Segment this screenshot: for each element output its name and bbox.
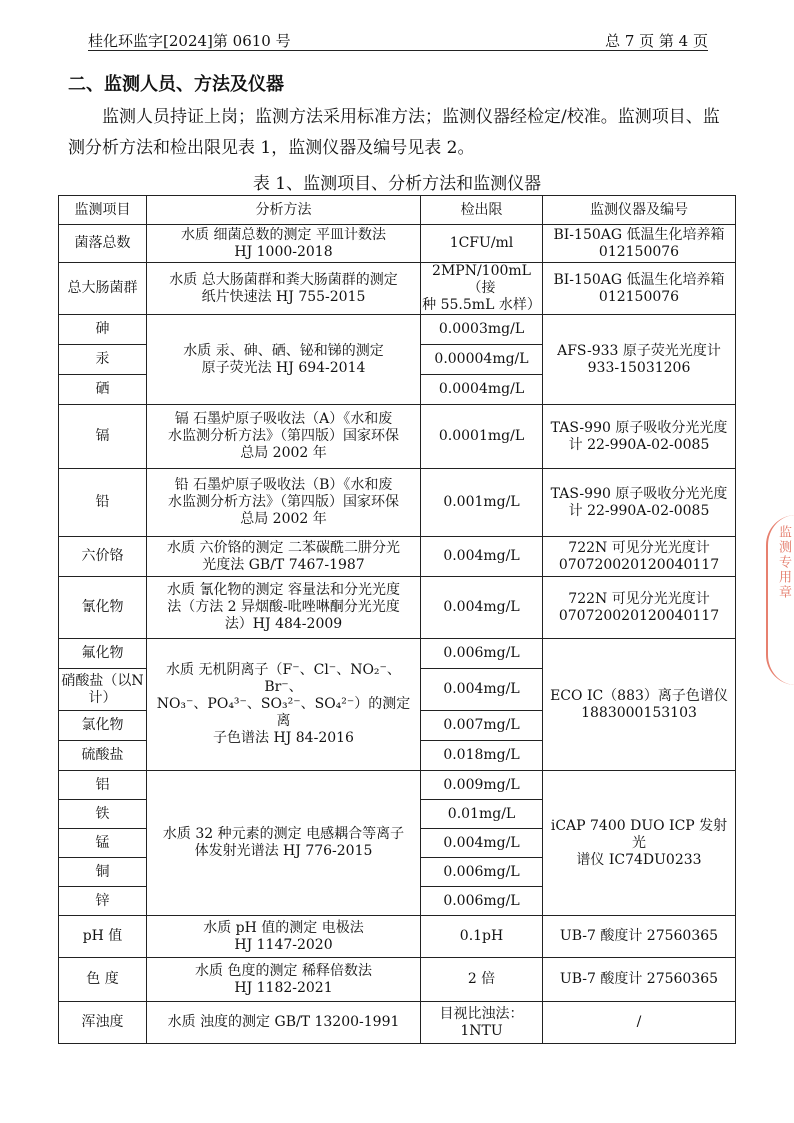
item-cell: 氯化物 (59, 711, 147, 741)
item-cell: 汞 (59, 345, 147, 375)
section-title: 二、监测人员、方法及仪器 (68, 74, 284, 95)
limit-cell: 0.006mg/L (421, 887, 543, 916)
table-row (59, 1002, 736, 1044)
item-cell: 总大肠菌群 (59, 263, 147, 315)
item-cell: 砷 (59, 315, 147, 345)
limit-cell: 0.004mg/L (421, 669, 543, 711)
page-header (88, 28, 708, 51)
limit-cell: 0.001mg/L (421, 469, 543, 537)
instrument-cell: iCAP 7400 DUO ICP 发射光 谱仪 IC74DU0233 (543, 771, 736, 916)
intro-paragraph: 监测人员持证上岗；监测方法采用标准方法；监测仪器经检定/校准。监测项目、监测分析方法和检出限见表 1，监测仪器及编号见表 2。 (68, 107, 720, 158)
instrument-cell: BI-150AG 低温生化培养箱 012150076 (543, 225, 736, 263)
limit-cell: 2MPN/100mL（接 种 55.5mL 水样） (422, 263, 541, 313)
item-cell: 铅 (59, 469, 147, 537)
method-cell: 水质 浊度的测定 GB/T 13200-1991 (147, 1002, 421, 1044)
table-header-row (59, 196, 736, 225)
table-caption: 表 1、监测项目、分析方法和监测仪器 (252, 174, 542, 194)
item-cell: 色 度 (59, 958, 147, 1002)
table-row (59, 537, 736, 577)
item-cell: 锌 (59, 887, 147, 916)
method-cell: 水质 六价铬的测定 二苯碳酰二肼分光 光度法 GB/T 7467-1987 (147, 537, 421, 577)
method-cell: 水质 细菌总数的测定 平皿计数法 HJ 1000-2018 (147, 225, 421, 263)
report-number: 桂化环监字[2024]第 0610 号 (88, 32, 291, 50)
table-row (59, 469, 736, 537)
limit-cell: 1CFU/ml (421, 225, 543, 263)
instrument-cell: ECO IC（883）离子色谱仪 1883000153103 (543, 639, 736, 771)
monitoring-table (58, 195, 736, 1044)
instrument-cell: 722N 可见分光光度计 070720020120040117 (543, 537, 736, 577)
limit-cell: 0.00004mg/L (421, 345, 543, 375)
instrument-cell: UB-7 酸度计 27560365 (543, 958, 736, 1002)
limit-cell: 0.1pH (421, 916, 543, 958)
method-cell: 水质 无机阴离子（F⁻、Cl⁻、NO₂⁻、Br⁻、 NO₃⁻、PO₄³⁻、SO₃²⁻、SO₄²⁻）的测定 离 子色谱法 HJ 84-2016 (147, 639, 421, 771)
limit-cell: 0.006mg/L (421, 858, 543, 887)
limit-cell: 0.004mg/L (421, 829, 543, 858)
instrument-cell: BI-150AG 低温生化培养箱 012150076 (543, 263, 736, 315)
method-cell: 水质 总大肠菌群和粪大肠菌群的测定 纸片快速法 HJ 755-2015 (147, 263, 421, 315)
item-cell: 铝 (59, 771, 147, 800)
table-row (59, 771, 736, 800)
method-cell: 水质 pH 值的测定 电极法 HJ 1147-2020 (147, 916, 421, 958)
method-cell: 水质 氰化物的测定 容量法和分光光度 法（方法 2 异烟酸-吡唑啉酮分光光度 法）HJ 484-2009 (147, 577, 421, 639)
limit-cell: 0.01mg/L (421, 800, 543, 829)
method-cell: 水质 32 种元素的测定 电感耦合等离子 体发射光谱法 HJ 776-2015 (147, 771, 421, 916)
col-header-item: 监测项目 (59, 196, 147, 225)
page-counter: 总 7 页 第 4 页 (605, 32, 708, 50)
col-header-limit: 检出限 (421, 196, 543, 225)
instrument-cell: TAS-990 原子吸收分光光度 计 22-990A-02-0085 (543, 405, 736, 469)
table-row (59, 225, 736, 263)
instrument-cell: UB-7 酸度计 27560365 (543, 916, 736, 958)
limit-cell: 0.0003mg/L (421, 315, 543, 345)
col-header-instrument: 监测仪器及编号 (543, 196, 736, 225)
limit-cell: 0.018mg/L (421, 741, 543, 771)
limit-cell: 0.0001mg/L (421, 405, 543, 469)
instrument-cell: / (543, 1002, 736, 1044)
item-cell: 硒 (59, 375, 147, 405)
item-cell: 镉 (59, 405, 147, 469)
limit-cell: 0.009mg/L (421, 771, 543, 800)
method-cell: 水质 汞、砷、硒、铋和锑的测定 原子荧光法 HJ 694-2014 (147, 315, 421, 405)
instrument-cell: AFS-933 原子荧光光度计 933-15031206 (543, 315, 736, 405)
table-row (59, 639, 736, 669)
table-row (59, 315, 736, 345)
limit-cell: 0.004mg/L (421, 537, 543, 577)
table-row (59, 405, 736, 469)
limit-cell: 目视比浊法： 1NTU (421, 1002, 543, 1044)
item-cell: pH 值 (59, 916, 147, 958)
item-cell: 锰 (59, 829, 147, 858)
limit-cell: 2 倍 (421, 958, 543, 1002)
item-cell: 氰化物 (59, 577, 147, 639)
item-cell: 铜 (59, 858, 147, 887)
limit-cell: 0.0004mg/L (421, 375, 543, 405)
item-cell: 菌落总数 (59, 225, 147, 263)
item-cell: 浑浊度 (59, 1002, 147, 1044)
item-cell: 硝酸盐（以N计） (59, 669, 147, 711)
method-cell: 水质 色度的测定 稀释倍数法 HJ 1182-2021 (147, 958, 421, 1002)
limit-cell: 0.004mg/L (421, 577, 543, 639)
item-cell: 硫酸盐 (59, 741, 147, 771)
col-header-method: 分析方法 (147, 196, 421, 225)
table-row (59, 916, 736, 958)
method-cell: 镉 石墨炉原子吸收法（A）《水和废 水监测分析方法》（第四版）国家环保 总局 2002 年 (147, 405, 421, 469)
item-cell: 铁 (59, 800, 147, 829)
instrument-cell: TAS-990 原子吸收分光光度 计 22-990A-02-0085 (543, 469, 736, 537)
instrument-cell: 722N 可见分光光度计 070720020120040117 (543, 577, 736, 639)
seal-stamp-text: 监测专用章 (776, 525, 791, 600)
limit-cell: 0.006mg/L (421, 639, 543, 669)
limit-cell: 0.007mg/L (421, 711, 543, 741)
table-row (59, 263, 736, 315)
item-cell: 六价铬 (59, 537, 147, 577)
seal-stamp (766, 515, 794, 685)
method-cell: 铅 石墨炉原子吸收法（B）《水和废 水监测分析方法》（第四版）国家环保 总局 2002 年 (147, 469, 421, 537)
item-cell: 氟化物 (59, 639, 147, 669)
table-row (59, 958, 736, 1002)
table-row (59, 577, 736, 639)
